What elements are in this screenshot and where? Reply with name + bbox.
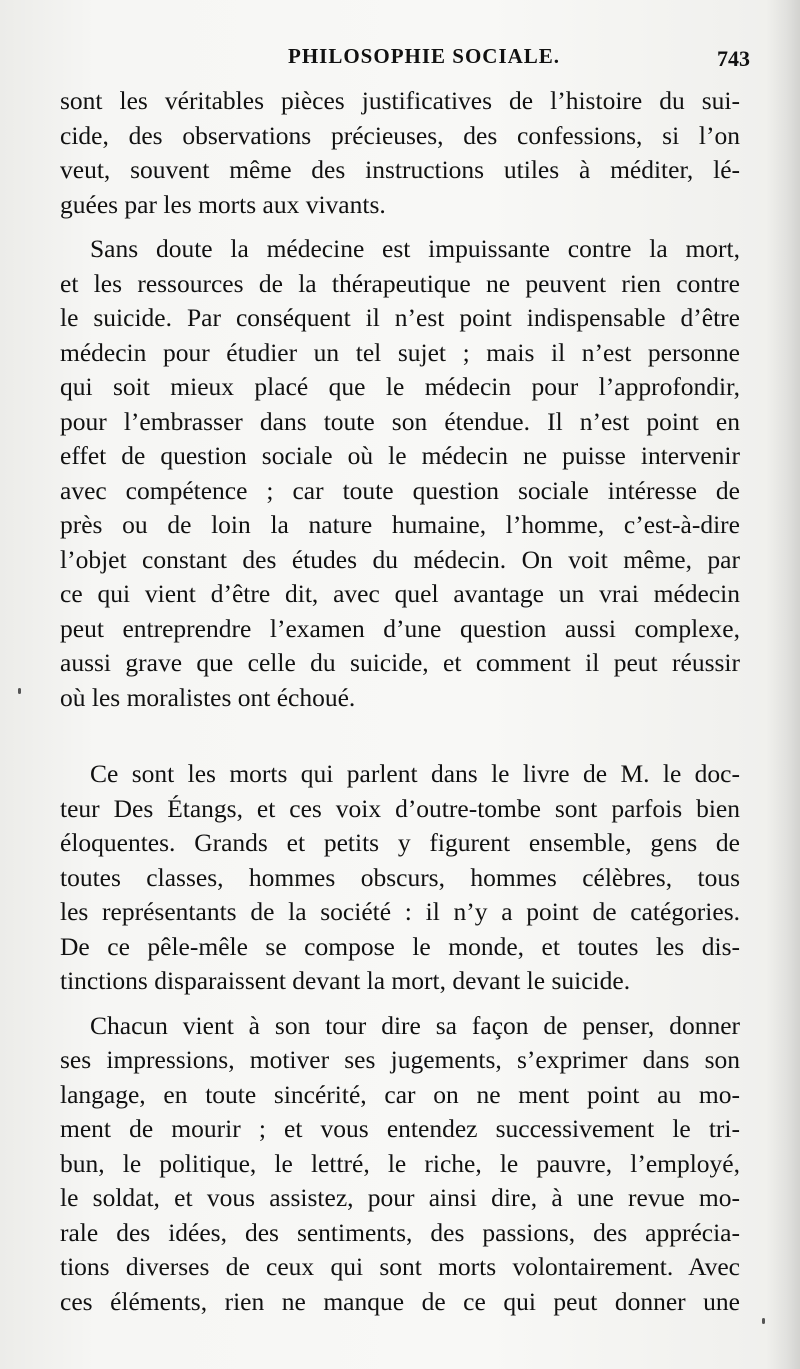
text-line: tinctions disparaissent devant la mort, devant le suicide.	[60, 966, 631, 995]
text-line: éloquentes. Grands et petits y figurent ensemble, gens de	[60, 828, 740, 857]
text-line: langage, en toute sincérité, car on ne ment point au mo-	[60, 1079, 740, 1109]
paragraph-3	[60, 757, 740, 999]
text-line: ment de mourir ; et vous entendez successivement le tri-	[60, 1114, 740, 1143]
text-line: aussi grave que celle du suicide, et comment il peut réussir	[60, 648, 740, 677]
paragraph-4	[60, 1009, 740, 1320]
text-line: Sans doute la médecine est impuissante contre la mort,	[90, 234, 740, 263]
text-line: avec compétence ; car toute question sociale intéresse de	[60, 475, 740, 505]
paragraph-2	[60, 232, 740, 715]
text-line: Chacun vient à son tour dire sa façon de penser, donner	[90, 1010, 740, 1040]
page-header	[60, 44, 750, 74]
text-line: l’objet constant des études du médecin. On voit même, par	[60, 544, 740, 574]
text-line: ce qui vient d’être dit, avec quel avantage un vrai médecin	[60, 579, 740, 608]
text-line: le suicide. Par conséquent il n’est point indispensable d’être	[60, 303, 740, 332]
text-line: effet de question sociale où le médecin ne puisse intervenir	[60, 441, 740, 470]
text-line: peut entreprendre l’examen d’une question aussi complexe,	[60, 613, 740, 643]
text-line: médecin pour étudier un tel sujet ; mais il n’est personne	[60, 337, 740, 367]
paper-speck	[18, 688, 21, 694]
text-line: près ou de loin la nature humaine, l’homme, c’est-à-dire	[60, 510, 740, 539]
text-line: teur Des Étangs, et ces voix d’outre-tombe sont parfois bien	[60, 793, 740, 823]
paragraph-1	[60, 84, 740, 222]
text-line: le soldat, et vous assistez, pour ainsi dire, à une revue mo-	[60, 1183, 740, 1212]
text-line: ses impressions, motiver ses jugements, s’exprimer dans son	[60, 1045, 740, 1074]
text-line: rale des idées, des sentiments, des passions, des apprécia-	[60, 1217, 740, 1247]
text-line: et les ressources de la thérapeutique ne peuvent rien contre	[60, 268, 740, 298]
text-line: tions diverses de ceux qui sont morts volontairement. Avec	[60, 1252, 740, 1281]
body-text	[60, 84, 740, 1319]
text-line: cide, des observations précieuses, des confessions, si l’on	[60, 120, 740, 150]
text-line: où les moralistes ont échoué.	[60, 682, 356, 712]
text-line: toutes classes, hommes obscurs, hommes célèbres, tous	[60, 862, 740, 892]
text-line: De ce pêle-mêle se compose le monde, et toutes les dis-	[60, 931, 740, 961]
text-line: Ce sont les morts qui parlent dans le livre de M. le doc-	[90, 759, 740, 788]
page-edge-shadow	[766, 0, 800, 1369]
text-line: qui soit mieux placé que le médecin pour l’approfondir,	[60, 372, 740, 401]
text-line: ces éléments, rien ne manque de ce qui peut donner une	[60, 1286, 740, 1316]
text-line: veut, souvent même des instructions utiles à méditer, lé-	[60, 155, 740, 184]
running-title: PHILOSOPHIE SOCIALE.	[288, 44, 561, 68]
text-line: bun, le politique, le lettré, le riche, le pauvre, l’employé,	[60, 1148, 740, 1178]
text-line: sont les véritables pièces justificatives de l’histoire du sui-	[60, 86, 740, 115]
text-line: les représentants de la société : il n’y a point de catégories.	[60, 897, 740, 926]
text-line: pour l’embrasser dans toute son étendue. Il n’est point en	[60, 406, 740, 436]
text-line: guées par les morts aux vivants.	[60, 189, 386, 219]
paper-speck	[762, 1318, 765, 1324]
page-number: 743	[717, 46, 750, 71]
